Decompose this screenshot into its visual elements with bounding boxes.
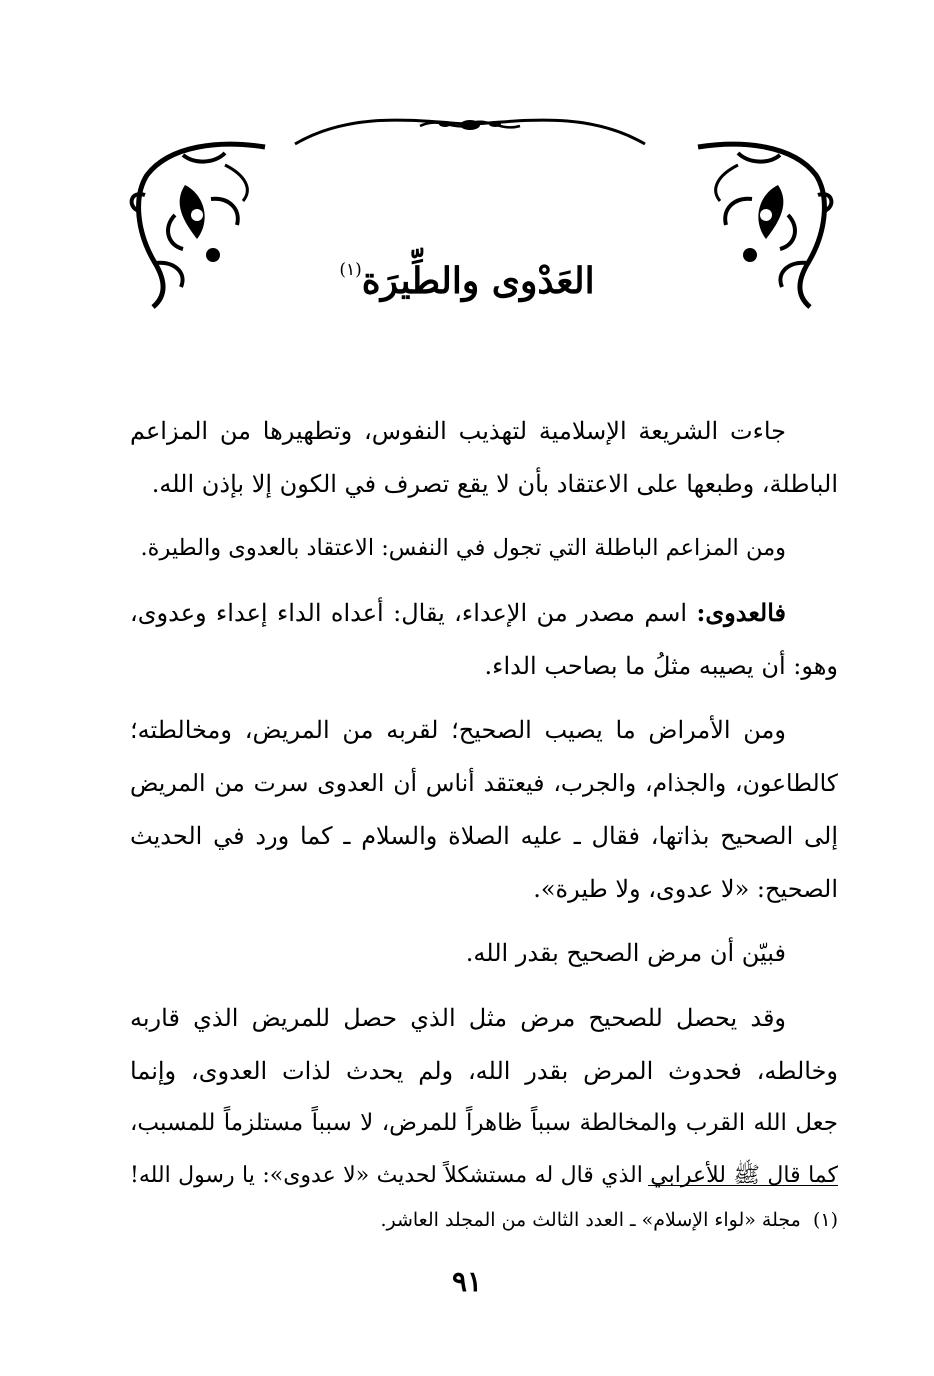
- footnote-text: مجلة «لواء الإسلام» ـ العدد الثالث من المجلد العاشر.: [380, 1209, 801, 1231]
- term-definition: اسم مصدر من الإعداء، يقال: أعداه الداء إعداء وعدوى،: [130, 599, 688, 628]
- text-line: جعل الله القرب والمخالطة سبباً ظاهراً للمرض، لا سبباً مستلزماً للمسبب،: [130, 1110, 838, 1137]
- text-line: وقد يحصل للصحيح مرض مثل الذي حصل للمريض الذي قاربه: [130, 1003, 786, 1032]
- text-line: ومن المزاعم الباطلة التي تجول في النفس: الاعتقاد بالعدوى والطيرة.: [140, 535, 786, 562]
- text-line: ومن الأمراض ما يصيب الصحيح؛ لقربه من المريض، ومخالطته؛: [130, 716, 786, 745]
- right-corner-ornament: [688, 135, 838, 310]
- title-footnote-marker: (١): [339, 260, 362, 280]
- page-number: ٩١: [451, 1265, 483, 1298]
- text-line: وخالطه، فحدوث المرض بقدر الله، ولم يحدث لذات العدوى، وإنما: [130, 1056, 838, 1085]
- text-line: فبيّن أن مرض الصحيح بقدر الله.: [465, 939, 786, 968]
- text-line: إلى الصحيح بذاتها، فقال ـ عليه الصلاة والسلام ـ كما ورد في الحديث: [130, 821, 838, 850]
- chapter-title: [250, 235, 684, 305]
- text-line: كالطاعون، والجذام، والجرب، فيعتقد أناس أن العدوى سرت من المريض: [130, 769, 838, 798]
- text-line: جاءت الشريعة الإسلامية لتهذيب النفوس، وتطهيرها من المزاعم: [130, 417, 786, 445]
- footnote: [300, 1205, 838, 1235]
- text-line: الصحيح: «لا عدوى، ولا طيرة».: [533, 874, 838, 903]
- top-flourish-ornament: [290, 110, 650, 150]
- text-line: وهو: أن يصيبه مثلُ ما بصاحب الداء.: [484, 651, 838, 680]
- footnote-divider: [648, 1185, 838, 1186]
- footnote-marker: (١): [812, 1209, 838, 1231]
- text-line: كما قال ﷺ للأعرابي الذي قال له مستشكلاً لحديث «لا عدوى»: يا رسول الله!: [130, 1162, 838, 1188]
- body-text: [130, 405, 838, 1203]
- term-keyword: فالعدوى:: [696, 598, 786, 628]
- text-line: الباطلة، وطبعها على الاعتقاد بأن لا يقع تصرف في الكون إلا بإذن الله.: [151, 469, 838, 498]
- text-line: [130, 587, 838, 640]
- chapter-title-text: العَدْوى والطِّيرَة: [361, 260, 595, 302]
